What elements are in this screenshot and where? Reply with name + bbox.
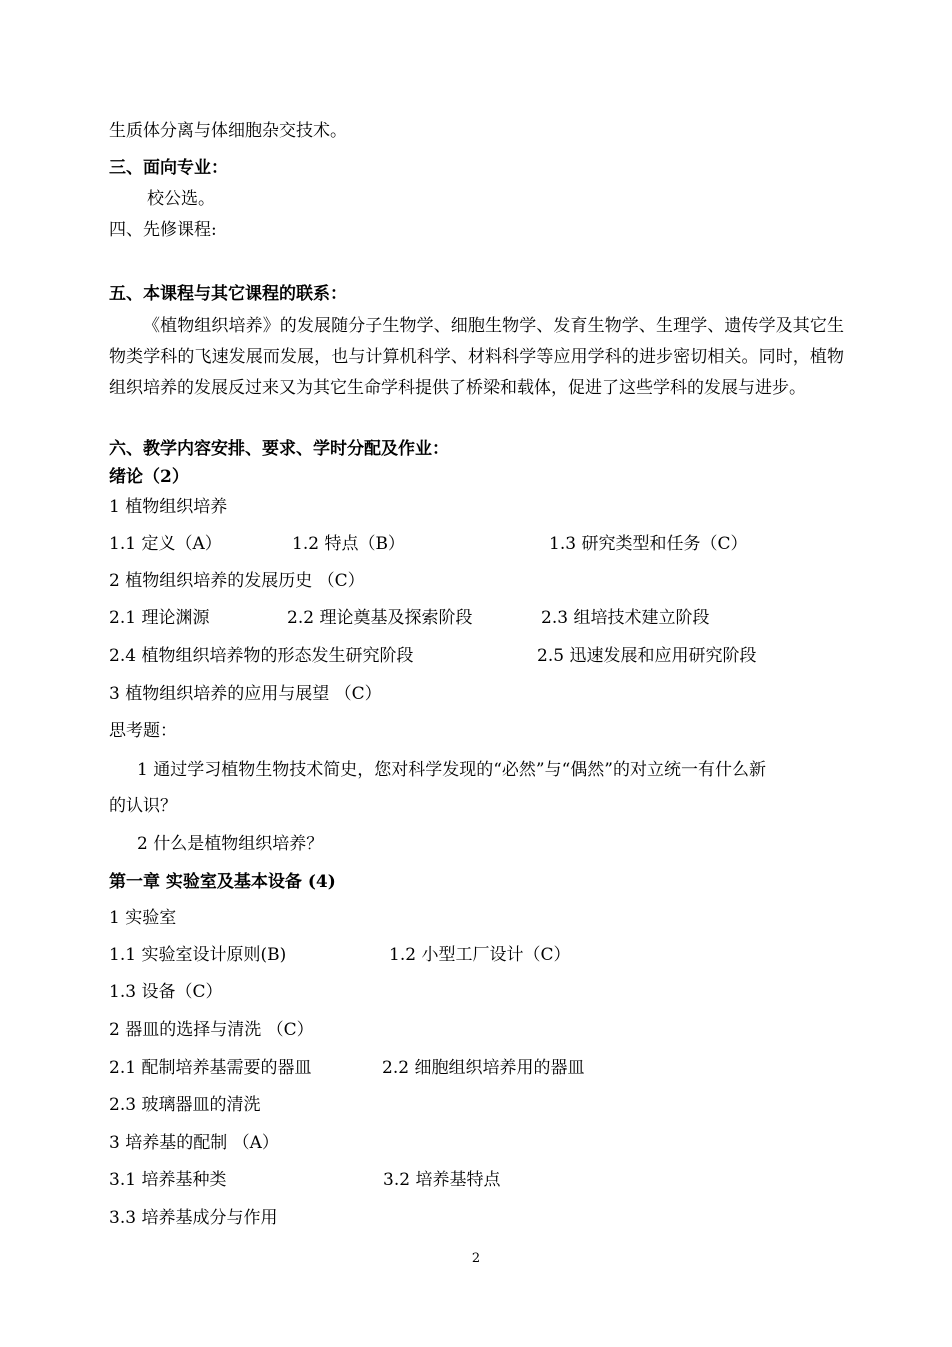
intro-heading: 绪论（2） — [109, 467, 189, 487]
chapter-1-item-2-2: 2.2 细胞组织培养用的器皿 — [382, 1058, 585, 1078]
section-3-body: 校公选。 — [147, 189, 215, 209]
page-number: 2 — [471, 1251, 481, 1266]
chapter-1-item-3: 3 培养基的配制 （A） — [109, 1133, 279, 1153]
section-5-heading: 五、本课程与其它课程的联系： — [109, 284, 347, 304]
intro-item-2-4: 2.4 植物组织培养物的形态发生研究阶段 — [109, 646, 414, 666]
intro-item-1-1: 1.1 定义（A） — [109, 534, 222, 554]
section-6-heading: 六、教学内容安排、要求、学时分配及作业： — [109, 439, 449, 459]
question-1-line-1: 1 通过学习植物生物技术简史，您对科学发现的“必然”与“偶然”的对立统一有什么新 — [137, 760, 766, 780]
question-2: 2 什么是植物组织培养？ — [137, 834, 324, 854]
section-4-heading: 四、先修课程: — [109, 220, 217, 240]
section-5-paragraph: 《植物组织培养》的发展随分子生物学、细胞生物学、发育生物学、生理学、遗传学及其它生物类学科的飞速发展而发展，也与计算机科学、材料科学等应用学科的进步密切相关。同时，植物组织培养的发展反过来又为其它生命学科提供了桥梁和载体，促进了这些学科的发展与进步。 — [109, 316, 844, 398]
intro-item-2-2: 2.2 理论奠基及探索阶段 — [287, 608, 473, 628]
intro-item-1: 1 植物组织培养 — [109, 497, 228, 517]
chapter-1-item-1: 1 实验室 — [109, 908, 177, 928]
chapter-1-item-2-1: 2.1 配制培养基需要的器皿 — [109, 1058, 312, 1078]
chapter-1-item-1-2: 1.2 小型工厂设计（C） — [389, 945, 571, 965]
intro-item-1-2: 1.2 特点（B） — [292, 534, 405, 554]
intro-item-3: 3 植物组织培养的应用与展望 （C） — [109, 684, 382, 704]
intro-item-2-3: 2.3 组培技术建立阶段 — [541, 608, 710, 628]
chapter-1-item-1-1: 1.1 实验室设计原则(B) — [109, 945, 287, 965]
chapter-1-item-3-3: 3.3 培养基成分与作用 — [109, 1208, 278, 1228]
intro-item-2: 2 植物组织培养的发展历史 （C） — [109, 571, 365, 591]
section-3-heading: 三、面向专业： — [109, 158, 228, 178]
questions-heading: 思考题： — [109, 721, 177, 741]
question-1-line-2: 的认识？ — [109, 796, 177, 816]
chapter-1-item-2: 2 器皿的选择与清洗 （C） — [109, 1020, 314, 1040]
chapter-1-item-3-1: 3.1 培养基种类 — [109, 1170, 227, 1190]
chapter-1-heading: 第一章 实验室及基本设备 (4) — [109, 872, 336, 892]
intro-item-1-3: 1.3 研究类型和任务（C） — [549, 534, 748, 554]
chapter-1-item-2-3: 2.3 玻璃器皿的清洗 — [109, 1095, 261, 1115]
intro-item-2-1: 2.1 理论渊源 — [109, 608, 210, 628]
chapter-1-item-1-3: 1.3 设备（C） — [109, 982, 223, 1002]
chapter-1-item-3-2: 3.2 培养基特点 — [383, 1170, 501, 1190]
intro-item-2-5: 2.5 迅速发展和应用研究阶段 — [537, 646, 757, 666]
line-protoplast: 生质体分离与体细胞杂交技术。 — [109, 121, 347, 141]
